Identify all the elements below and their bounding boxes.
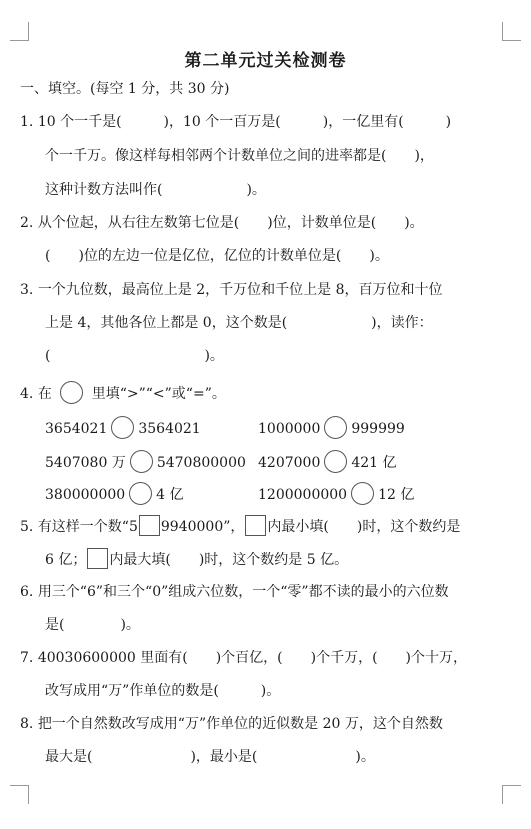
question-text: 在 [37,386,52,402]
comparison-left: 4207000 [258,455,321,471]
crop-mark-bottom-left [10,785,29,804]
question-3-line-2: 上是 4，其他各位上都是 0，这个数是( )，读作： [45,315,433,331]
comparison-row-3b [258,482,414,505]
question-number: 2. [20,215,34,231]
answer-box[interactable] [87,548,108,569]
comparison-right: 5470800000 [156,455,246,471]
question-number: 3. [20,282,34,298]
question-7-line-2: 改写成用“万”作单位的数是( )。 [45,683,281,699]
question-text: 一个九位数，最高位上是 2，千万位和千位上是 8，百万位和十位 [37,282,443,298]
question-text: 6 亿； [45,552,87,568]
question-text: 9940000”， [160,519,245,535]
comparison-left: 5407080 万 [45,455,126,471]
answer-box[interactable] [139,515,160,536]
comparison-left: 380000000 [45,487,126,503]
question-2-line-2: ( )位的左边一位是亿位，亿位的计数单位是( )。 [45,248,389,264]
crop-mark-bottom-right [502,785,521,804]
question-8-line-2: 最大是( )，最小是( )。 [45,749,375,765]
question-text: 把一个自然数改写成用“万”作单位的近似数是 20 万，这个自然数 [37,716,443,732]
answer-circle[interactable] [130,450,153,473]
question-1-line-2: 个一千万。像这样每相邻两个计数单位之间的进率都是( )， [45,148,434,164]
answer-circle[interactable] [324,450,347,473]
question-5-line-2 [45,548,348,570]
answer-circle[interactable] [129,482,152,505]
comparison-row-3a [45,482,184,505]
question-8 [20,714,443,734]
question-text: 内最大填( )时，这个数约是 5 亿。 [109,552,349,568]
answer-circle[interactable] [60,381,83,404]
question-number: 8. [20,716,34,732]
comparison-row-1b [258,416,405,439]
crop-mark-top-left [10,22,29,41]
comparison-row-1a [45,416,201,439]
question-1-line-3: 这种计数方法叫作( )。 [45,182,266,198]
comparison-right: 4 亿 [156,487,184,503]
comparison-left: 3654021 [45,421,108,437]
question-4 [20,381,226,404]
answer-circle[interactable] [324,416,347,439]
question-number: 5. [20,519,34,535]
section-heading: 一、填空。(每空 1 分，共 30 分) [20,81,230,97]
question-text: 用三个“6”和三个“0”组成六位数，一个“零”都不读的最小的六位数 [37,584,449,600]
question-2 [20,213,424,233]
question-text: 10 个一千是( )，10 个一百万是( )，一亿里有( ) [37,114,452,130]
question-3 [20,280,443,300]
comparison-row-2a [45,450,246,473]
question-text: 有这样一个数“5 [37,519,138,535]
page-title: 第二单元过关检测卷 [184,51,347,71]
question-text: 内最小填( )时，这个数约是 [267,519,461,535]
answer-circle[interactable] [111,416,134,439]
question-text: 从个位起，从右往左数第七位是( )位，计数单位是( )。 [37,215,424,231]
question-number: 1. [20,114,34,130]
comparison-right: 999999 [351,421,405,437]
question-6 [20,582,449,602]
answer-box[interactable] [245,515,266,536]
question-number: 7. [20,650,34,666]
comparison-row-2b [258,450,397,473]
comparison-right: 421 亿 [351,455,397,471]
question-text: 里填“>”“<”或“=”。 [91,386,226,402]
question-number: 4. [20,386,34,402]
question-5 [20,515,460,537]
comparison-left: 1000000 [258,421,321,437]
question-3-line-3: ( )。 [45,348,224,364]
question-7 [20,648,467,668]
comparison-right: 3564021 [138,421,201,437]
crop-mark-top-right [502,22,521,41]
comparison-left: 1200000000 [258,487,348,503]
question-number: 6. [20,584,34,600]
question-6-line-2: 是( )。 [45,617,140,633]
comparison-right: 12 亿 [378,487,415,503]
question-1 [20,112,451,132]
question-text: 40030600000 里面有( )个百亿，( )个千万，( )个十万， [37,650,468,666]
answer-circle[interactable] [351,482,374,505]
